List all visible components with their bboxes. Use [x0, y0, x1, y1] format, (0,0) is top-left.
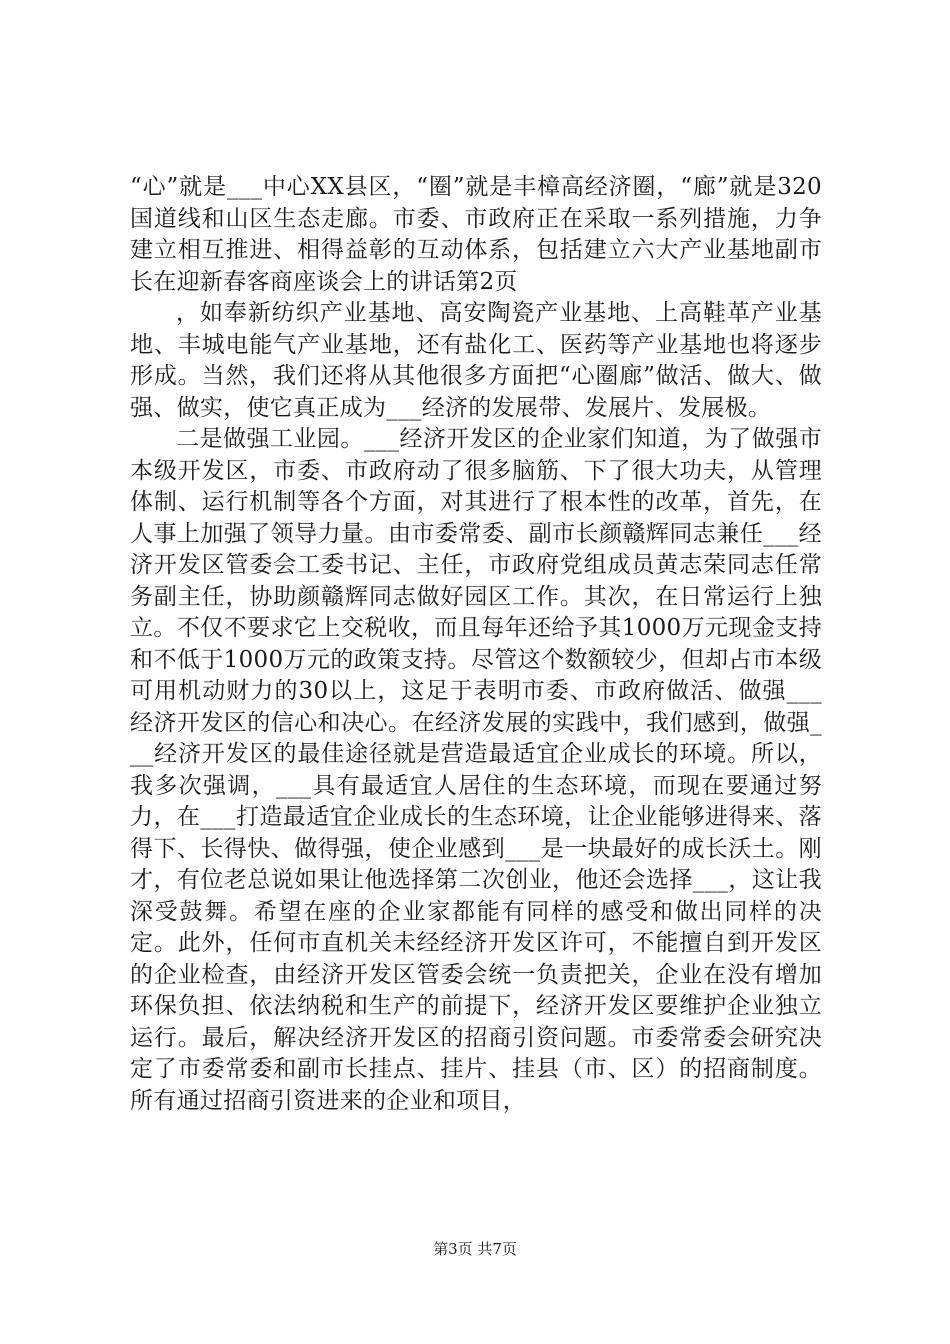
body-text	[130, 172, 822, 1117]
paragraph: 二是做强工业园。___经济开发区的企业家们知道，为了做强市本级开发区，市委、市政府动了很多脑筋、下了很大功夫，从管理体制、运行机制等各个方面，对其进行了根本性的改革，首先，在人事上加强了领导力量。由市委常委、副市长颜赣辉同志兼任___经济开发区管委会工委书记、主任，市政府党组成员黄志荣同志任常务副主任，协助颜赣辉同志做好园区工作。其次，在日常运行上独立。不仅不要求它上交税收，而且每年还给予其1000万元现金支持和不低于1000万元的政策支持。尽管这个数额较少，但却占市本级可用机动财力的30以上，这足于表明市委、市政府做活、做强___经济开发区的信心和决心。在经济发展的实践中，我们感到，做强___经济开发区的最佳途径就是营造最适宜企业成长的环境。所以，我多次强调，___具有最适宜人居住的生态环境，而现在要通过努力，在___打造最适宜企业成长的生态环境，让企业能够进得来、落得下、长得快、做得强，使企业感到___是一块最好的成长沃土。刚才，有位老总说如果让他选择第二次创业，他还会选择___，这让我深受鼓舞。希望在座的企业家都能有同样的感受和做出同样的决定。此外，任何市直机关未经经济开发区许可，不能擅自到开发区的企业检查，由经济开发区管委会统一负责把关，企业在没有增加环保负担、依法纳税和生产的前提下，经济开发区要维护企业独立运行。最后，解决经济开发区的招商引资问题。市委常委会研究决定了市委常委和副市长挂点、挂片、挂县（市、区）的招商制度。所有通过招商引资进来的企业和项目，	[130, 426, 822, 1114]
page-footer: 第3页 共7页	[433, 1240, 517, 1258]
paragraph: ，如奉新纺织产业基地、高安陶瓷产业基地、上高鞋革产业基地、丰城电能气产业基地，还有盐化工、医药等产业基地也将逐步形成。当然，我们还将从其他很多方面把“心圈廊”做活、做大、做强、做实，使它真正成为___经济的发展带、发展片、发展极。	[130, 300, 822, 421]
paragraph: “心”就是___中心XX县区，“圈”就是丰樟高经济圈，“廊”就是320国道线和山区生态走廊。市委、市政府正在采取一系列措施，力争建立相互推进、相得益彰的互动体系，包括建立六大产业基地副市长在迎新春客商座谈会上的讲话第2页	[130, 174, 822, 295]
